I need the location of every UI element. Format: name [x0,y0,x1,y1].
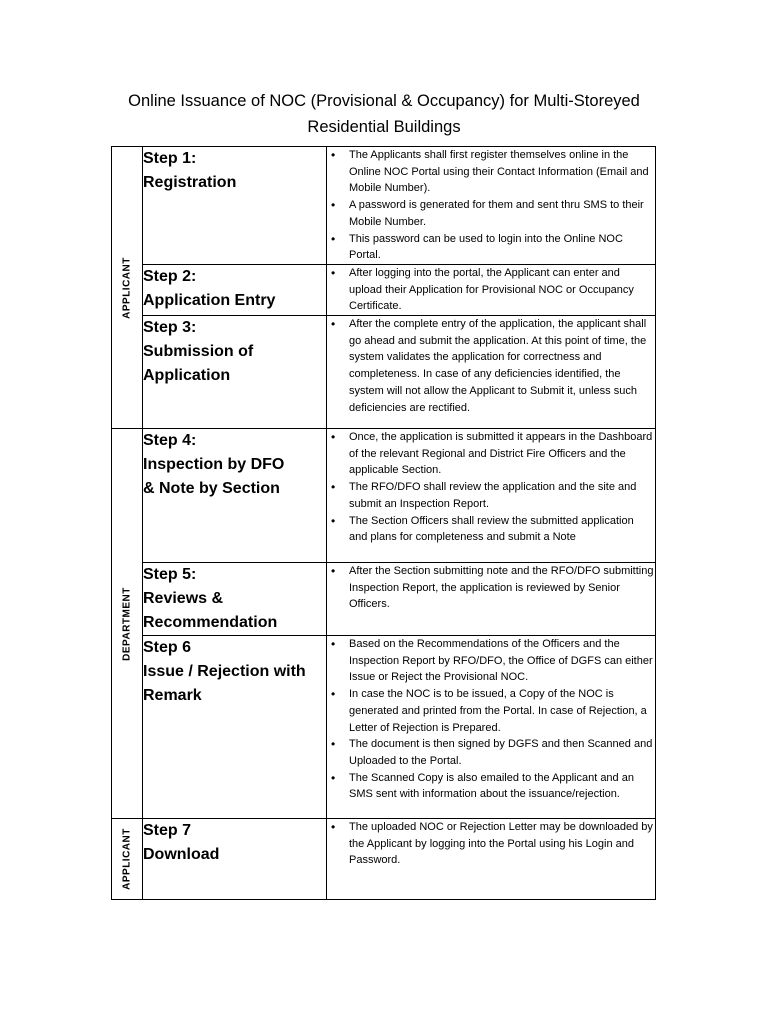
bullet-item: • This password can be used to login into the Online NOC Portal. [349,231,655,264]
step-cell-1 [143,147,327,265]
title-line-1: Online Issuance of NOC (Provisional & Occupancy) for Multi-Storeyed [128,92,640,110]
step-title: Recommendation [143,614,278,632]
step-description-6 [327,636,656,819]
bullet-item: • After logging into the portal, the Applicant can enter and upload their Application for Provisional NOC or Occupancy Certificate. [349,265,655,315]
step-label: Step 6 [143,639,192,657]
step-title: Registration [143,174,237,191]
step-description-7 [327,819,656,900]
bullet-item: • In case the NOC is to be issued, a Copy of the NOC is generated and printed from the Portal. In case of Rejection, a Letter of Rejection is Prepared. [349,686,655,736]
step-title: Issue / Rejection with [143,663,306,681]
step-title: Submission of [143,343,254,361]
table-row-step-7 [112,819,656,900]
step-label: Step 1: [143,150,197,167]
table-row-step-4 [112,429,656,563]
step-cell-3 [143,316,327,429]
step-description-5 [327,563,656,636]
document-title [0,88,768,140]
step-title: Download [143,846,220,864]
bullet-item: • The uploaded NOC or Rejection Letter may be downloaded by the Applicant by logging into the Portal using his Login and Password. [349,819,655,869]
step-title: Inspection by DFO [143,456,285,474]
title-line-2: Residential Buildings [307,118,461,136]
table-row-step-5 [112,563,656,636]
step-title: Remark [143,687,202,705]
role-label-department: DEPARTMENT [121,586,133,661]
role-cell-department [112,429,143,819]
step-cell-4 [143,429,327,563]
bullet-item: • Once, the application is submitted it appears in the Dashboard of the relevant Regional and District Fire Officers and the applicable Section. [349,429,655,479]
step-label: Step 3: [143,319,197,337]
step-title: Application Entry [143,291,276,309]
bullet-item: • After the complete entry of the application, the applicant shall go ahead and submit the application. At this point of time, the system validates the application for correctness and completeness. In case of any deficiencies identified, the system will not allow the Applicant to Submit it, unless such deficiencies are rectified. [349,316,655,416]
bullet-item: • The document is then signed by DGFS and then Scanned and Uploaded to the Portal. [349,736,655,769]
bullet-item: • After the Section submitting note and the RFO/DFO submitting Inspection Report, the application is reviewed by Senior Officers. [349,563,655,613]
step-cell-2 [143,264,327,315]
bullet-item: • The RFO/DFO shall review the application and the site and submit an Inspection Report. [349,479,655,512]
table-row-step-1 [112,147,656,265]
step-description-4 [327,429,656,563]
role-cell-applicant-final [112,819,143,900]
step-label: Step 5: [143,566,197,584]
step-title: Application [143,367,231,385]
step-description-1 [327,147,656,265]
step-cell-6 [143,636,327,819]
step-title: Reviews & [143,590,224,608]
noc-process-table [111,146,656,900]
step-title: & Note by Section [143,480,280,498]
step-label: Step 7 [143,822,192,840]
step-description-3 [327,316,656,429]
table-row-step-3 [112,316,656,429]
role-cell-applicant [112,147,143,429]
bullet-item: • The Applicants shall first register themselves online in the Online NOC Portal using their Contact Information (Email and Mobile Number). [349,147,655,197]
bullet-item: • The Scanned Copy is also emailed to the Applicant and an SMS sent with information about the issuance/rejection. [349,770,655,803]
role-label-applicant: APPLICANT [121,256,133,319]
bullet-item: • The Section Officers shall review the submitted application and plans for completeness and submit a Note [349,513,655,546]
role-label-applicant: APPLICANT [121,828,133,890]
bullet-item: • A password is generated for them and sent thru SMS to their Mobile Number. [349,197,655,230]
step-label: Step 4: [143,432,197,450]
step-cell-7 [143,819,327,900]
step-cell-5 [143,563,327,636]
step-description-2 [327,264,656,315]
table-row-step-2 [112,264,656,315]
step-label: Step 2: [143,267,197,285]
table-row-step-6 [112,636,656,819]
bullet-item: • Based on the Recommendations of the Officers and the Inspection Report by RFO/DFO, the Office of DGFS can either Issue or Reject the Provisional NOC. [349,636,655,686]
